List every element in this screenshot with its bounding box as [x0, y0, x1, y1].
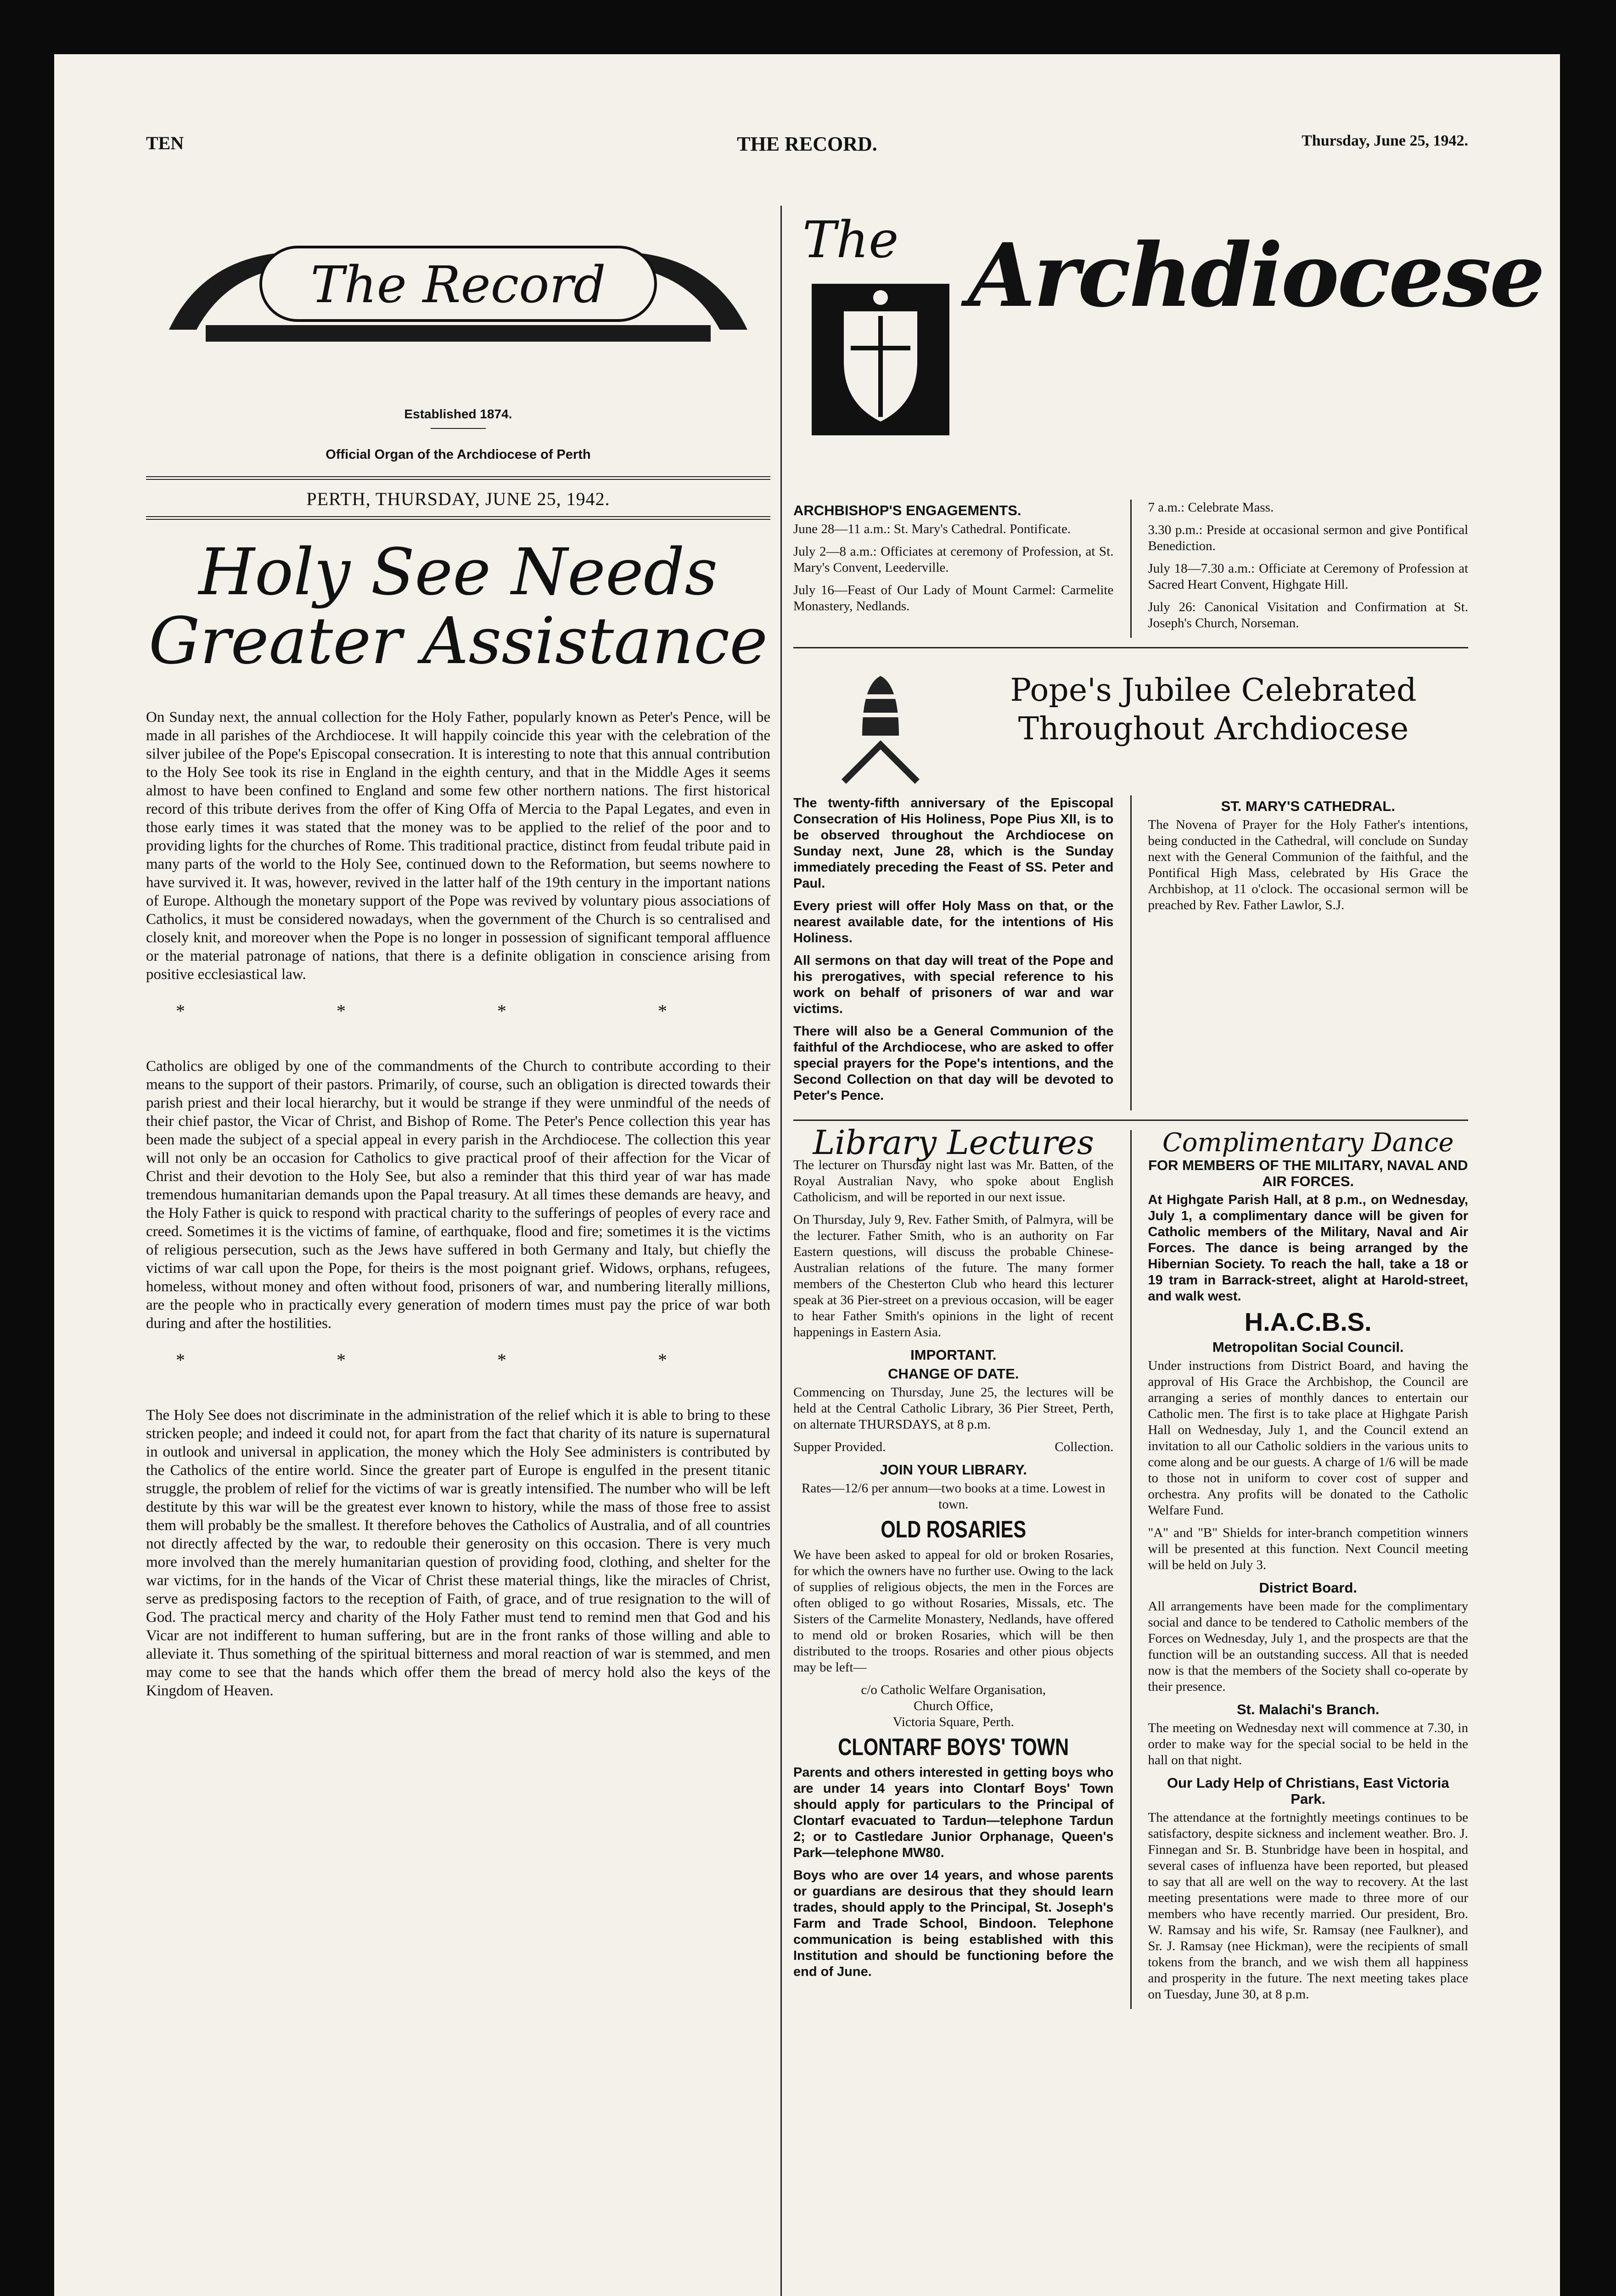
- jubilee-paragraph: The twenty-fifth anniversary of the Episcopal Consecration of His Holiness, Pope Pius XII, is to be observed throughout the Archdiocese on Sunday next, June 28, which is the Sunday immediately preceding the Feast of SS. Peter and Paul.: [793, 796, 1114, 891]
- collection-text: Collection.: [1055, 1440, 1114, 1454]
- library-paragraph: On Thursday, July 9, Rev. Father Smith, of Palmyra, will be the lecturer. Father Smith, who is an authority on Far Eastern questions, will discuss the probable Chinese-Australian relations of the future. The many former members of the Chesterton Club who heard this lecturer speak at 36 Pier-street on a previous occasion, will be eager to hear Father Smith's opinions in the light of recent happenings in Eastern Asia.: [793, 1212, 1114, 1339]
- jubilee-paragraph: There will also be a General Communion of the faithful of the Archdiocese, who are asked to offer special prayers for the Pope's intentions, and the Second Collection on that day will be devoted to Peter's Pence.: [793, 1024, 1114, 1103]
- hacbs-paragraph: All arrangements have been made for the complimentary social and dance to be tendered to Catholic members of the Forces on Wednesday, July 1, and the prospects are that the function will be an outstanding success. All that is needed now is that the members of the Society shall co-operate by their presence.: [1148, 1599, 1468, 1694]
- cathedral-heading: ST. MARY'S CATHEDRAL.: [1221, 798, 1395, 814]
- jubilee-title-line-2: Throughout Archdiocese: [1018, 711, 1409, 747]
- page-label: TEN: [146, 133, 184, 153]
- rates-text: Rates—12/6 per annum—two books at a time. Lowest in town.: [802, 1481, 1105, 1512]
- page-header: [146, 132, 1468, 160]
- jubilee-heading: [793, 658, 1468, 795]
- jubilee-paragraph: Every priest will offer Holy Mass on that, or the nearest available date, for the intentions of His Holiness.: [793, 899, 1114, 945]
- editorial-headline: [146, 535, 770, 679]
- newspaper-page: [54, 54, 1560, 2296]
- library-paragraph: The lecturer on Thursday night last was Mr. Batten, of the Royal Australian Navy, who spoke about English Catholicism, and will be reported in our next issue.: [793, 1158, 1114, 1204]
- divider: [793, 647, 1468, 648]
- metro-heading: Metropolitan Social Council.: [1212, 1339, 1404, 1355]
- hacbs-paragraph: The meeting on Wednesday next will commence at 7.30, in order to make way for the special social to be held in the hall on that night.: [1148, 1721, 1468, 1767]
- jubilee-col-1: [793, 795, 1114, 1110]
- editorial-paragraph: On Sunday next, the annual collection for the Holy Father, popularly known as Peter's Pence, will be made in all parishes of the Archdiocese. It will happily coincide this year with the celebration of the silver jubilee of the Pope's Episcopal consecration. It is interesting to note that this annual contribution to the Holy See took its rise in England in the eighth century, and that in the Middle Ages it seems almost to have been confined to England and some few other northern nations. The first historical record of this tribute derives from the offer of King Offa of Mercia to the Papal Legates, and even in those early times it was stated that the money was to be applied to the relief of the poor and to providing lights for the churches of Rome. This traditional practice, distinct from feudal tribute paid in many parts of the world to the Holy See, continued down to the Reformation, but seems nowhere to have survived it. It was, however, revived in the latter half of the 19th century in the important nations of Europe. Although the monetary support of the Pope was revived by voluntary pious associations of Catholics, it must be considered nowadays, when the government of the Church is so centralised and closely knit, and moreover when the Pope is no longer in possession of significant temporal affluence or the material patronage of nations, that there is a definite obligation in conscience arising from positive ecclesiastical law.: [146, 709, 770, 983]
- hacbs-paragraph: "A" and "B" Shields for inter-branch competition winners will be presented at this function. Next Council meeting will be held on July 3.: [1148, 1525, 1468, 1572]
- engagement: 3.30 p.m.: Preside at occasional sermon and give Pontifical Benediction.: [1148, 523, 1468, 553]
- editorial-paragraph: The Holy See does not discriminate in the administration of the relief which it is able to bring to these stricken people; and indeed it could not, for apart from the fact that charity of its nature is supernatural in outlook and universal in application, the money which the Holy See administers is contributed by the Catholics of the entire world. Since the greater part of Europe is engulfed in the present titanic struggle, the problem of relief for the victims of war is greatly intensified. The number who will be left destitute by this war will be the greatest ever known to history, while the mass of those free to assist them will probably be the smallest. It therefore behoves the Catholics of Australia, and of all countries not directly affected by the war, to redouble their generosity on this occasion. There is very much more involved than the merely humanitarian question of providing food, clothing, and shelter for the war victims, for in the hands of the Vicar of Christ these material things, like the miracles of Christ, serve as predisposing factors to the reception of Faith, of grace, and of true resignation to the will of God. The practical mercy and charity of the Holy Father must tend to remind men that God and his Vicar are not indifferent to human suffering, but are in the front ranks of those willing and able to alleviate it. Thus something of the spiritual bitterness and moral reaction of war is stemmed, and men may come to see that the hands which offer them the bread of mercy hold also the keys of the Kingdom of Heaven.: [146, 1407, 770, 1699]
- lower-col-1: [793, 1123, 1114, 2009]
- column-rule: [1130, 795, 1132, 1110]
- important-heading: IMPORTANT.: [910, 1347, 997, 1363]
- jubilee-paragraph: All sermons on that day will treat of the Pope and his prerogatives, with special reference to his work on behalf of prisoners of war and war victims.: [793, 953, 1114, 1016]
- column-rule: [1130, 500, 1132, 638]
- dance-title: Complimentary Dance: [1162, 1128, 1454, 1158]
- engagements-col-1: [793, 500, 1114, 638]
- change-heading: CHANGE OF DATE.: [888, 1366, 1019, 1382]
- hacbs-title: H.A.C.B.S.: [1244, 1307, 1372, 1336]
- section-stars: * * * *: [176, 1001, 741, 1021]
- engagement: July 18—7.30 a.m.: Officiate at Ceremony of Profession at Sacred Heart Convent, Highgate Hill.: [1148, 561, 1468, 592]
- library-paragraph: Commencing on Thursday, June 25, the lectures will be held at the Central Catholic Library, 36 Pier Street, Perth, on alternate THURSDAYS, at 8 p.m.: [793, 1385, 1114, 1432]
- rosaries-address: Victoria Square, Perth.: [892, 1715, 1014, 1729]
- join-heading: JOIN YOUR LIBRARY.: [880, 1462, 1027, 1478]
- jubilee-title-line-1: Pope's Jubilee Celebrated: [1010, 672, 1417, 709]
- dance-subtitle: FOR MEMBERS OF THE MILITARY, NAVAL AND AIR FORCES.: [1148, 1157, 1468, 1189]
- jubilee-title: [959, 671, 1468, 748]
- headline-line-2: Greater Assistance: [148, 604, 768, 679]
- library-title: Library Lectures: [813, 1123, 1094, 1162]
- supper-text: Supper Provided.: [793, 1440, 886, 1454]
- right-column: [793, 206, 1543, 2296]
- lower-right: [793, 1123, 1468, 2009]
- engagements-heading: ARCHBISHOP'S ENGAGEMENTS.: [793, 502, 1021, 518]
- jubilee-col-2: [1148, 795, 1469, 1110]
- clontarf-title: CLONTARF BOYS' TOWN: [838, 1734, 1069, 1761]
- engagement: 7 a.m.: Celebrate Mass.: [1148, 500, 1274, 515]
- dance-paragraph: At Highgate Parish Hall, at 8 p.m., on Wednesday, July 1, a complimentary dance will be given for Catholic members of the Military, Naval and Air Forces. The dance is being arranged by the Hibernian Society. To reach the hall, take a 18 or 19 tram in Barrack-street, alight at Harold-street, and walk west.: [1148, 1193, 1468, 1304]
- editorial-paragraph: Catholics are obliged by one of the commandments of the Church to contribute according to their means to the support of their pastors. Primarily, of course, such an obligation is directed towards their parish priest and their local hierarchy, but it would be strange if they were unmindful of the needs of their chief pastor, the Vicar of Christ, and Bishop of Rome. The Peter's Pence collection this year has been made the subject of a special appeal in every parish in the Archdiocese. The collection this year will not only be an occasion for Catholics to give practical proof of their affection for the Vicar of Christ and their devotion to the Holy See, but also a reminder that this third year of war has made tremendous humanitarian demands upon the Papal treasury. At all times these demands are heavy, and the Holy Father is quick to respond with practical charity to the sufferings of peoples of every race and creed. Sometimes it is the victims of famine, of earthquake, flood and fire; sometimes it is the victims of religious persecution, such as the Jews have suffered in both Germany and Italy, but chiefly the victims of war call upon the Pope, for theirs is the most poignant grief. Widows, orphans, refugees, homeless, without money and often without food, prisoners of war, and numbering literally millions, are the people who in practically every generation of modern times must pay the price of war both during and after the hostilities.: [146, 1058, 770, 1332]
- hacbs-paragraph: The attendance at the fortnightly meetings continues to be satisfactory, despite sickness and inclement weather. Bro. J. Finnegan and Sr. B. Stunbridge have been in hospital, and several cases of influenza have been reported, but pleased to say that all are well on the way to recovery. At the last meeting presentations were made to three more of our members who have recently married. Our president, Bro. W. Ramsay and his wife, Sr. Ramsay (nee Faulkner), and Sr. J. Ramsay (nee Hickman), were the recipients of small tokens from the branch, and we wish them all happiness and prosperity in the future. The next meeting takes place on Tuesday, June 30, at 8 p.m.: [1148, 1810, 1468, 2002]
- archdiocese-title: Archdiocese: [968, 224, 1543, 326]
- engagement: June 28—11 a.m.: St. Mary's Cathedral. Pontificate.: [793, 522, 1071, 536]
- issue-date: Thursday, June 25, 1942.: [1302, 132, 1468, 149]
- archdiocese-masthead: [793, 206, 1543, 500]
- hacbs-paragraph: Under instructions from District Board, and having the approval of His Grace the Archbishop, the Council are arranging a series of monthly dances to entertain our Catholic men. The first is to take place at Highgate Parish Hall on Wednesday, July 1, and the Council extend an invitation to all our Catholic soldiers in the various units to come along and be our guests. A charge of 1/6 will be made to those not in uniform to cover cost of supper and orchestra. Any profits will be donated to the Catholic Welfare Fund.: [1148, 1358, 1468, 1518]
- section-stars: * * * *: [176, 1350, 741, 1370]
- engagement: July 2—8 a.m.: Officiates at ceremony of Profession, at St. Mary's Convent, Leederville.: [793, 544, 1114, 575]
- jubilee-article: [793, 795, 1468, 1110]
- rule: [146, 476, 770, 480]
- divider: [431, 428, 486, 429]
- lady-heading: Our Lady Help of Christians, East Victoria Park.: [1167, 1775, 1449, 1807]
- paper-name: THE RECORD.: [737, 133, 877, 155]
- divider: [793, 1120, 1468, 1121]
- engagements: [793, 500, 1468, 638]
- engagement: July 16—Feast of Our Lady of Mount Carmel: Carmelite Monastery, Nedlands.: [793, 583, 1114, 613]
- cathedral-paragraph: The Novena of Prayer for the Holy Father's intentions, being conducted in the Cathedral, will conclude on Sunday next with the General Communion of the faithful, and the Pontifical High Mass, celebrated by His Grace the Archbishop, at 11 o'clock. The occasional sermon will be preached by Rev. Father Lawlor, S.J.: [1148, 817, 1468, 912]
- editorial-body: [146, 708, 770, 1700]
- organ-line: Official Organ of the Archdiocese of Perth: [325, 447, 591, 462]
- established: Established 1874.: [404, 407, 512, 421]
- column-rule: [780, 206, 782, 2296]
- papal-tiara-icon: [835, 667, 926, 786]
- malachi-heading: St. Malachi's Branch.: [1236, 1701, 1380, 1717]
- column-rule: [1130, 1130, 1132, 2009]
- rosaries-paragraph: We have been asked to appeal for old or broken Rosaries, for which the owners have no further use. Owing to the lack of supplies of religious objects, the men in the Forces are often obliged to go without Rosaries, Missals, etc. The Sisters of the Carmelite Monastery, Nedlands, have offered to mend old or broken Rosaries, which will be then distributed to the troops. Rosaries and other pious objects may be left—: [793, 1548, 1114, 1675]
- board-heading: District Board.: [1259, 1580, 1358, 1596]
- left-column: [146, 206, 770, 2296]
- engagement: July 26: Canonical Visitation and Confirmation at St. Joseph's Church, Norseman.: [1148, 600, 1468, 630]
- logo-text: The Record: [310, 255, 606, 314]
- rosaries-address: Church Office,: [914, 1699, 993, 1713]
- dateline: PERTH, THURSDAY, JUNE 25, 1942.: [306, 489, 610, 509]
- masthead: [146, 206, 770, 403]
- clontarf-paragraph: Parents and others interested in getting boys who are under 14 years into Clontarf Boys' Town should apply for particulars to the Principal of Clontarf evacuated to Tardun—telephone Tardun 2; or to Castledare Junior Orphanage, Queen's Park—telephone MW80.: [793, 1765, 1114, 1860]
- lower-col-2: [1148, 1130, 1469, 2009]
- engagements-col-2: [1148, 500, 1469, 638]
- headline-line-1: Holy See Needs: [198, 535, 718, 610]
- library-supper-line: [793, 1439, 1114, 1455]
- rule: [146, 516, 770, 520]
- archdiocese-the: The: [802, 210, 899, 269]
- rosaries-title: OLD ROSARIES: [881, 1516, 1027, 1543]
- coat-of-arms-icon: [812, 284, 949, 435]
- clontarf-paragraph: Boys who are over 14 years, and whose parents or guardians are desirous that they should learn trades, should apply to the Principal, St. Joseph's Farm and Trade School, Bindoon. Telephone communication is being established with this Institution and should be functioning before the end of June.: [793, 1868, 1114, 1979]
- rosaries-address: c/o Catholic Welfare Organisation,: [861, 1683, 1046, 1697]
- record-logo: [151, 233, 766, 348]
